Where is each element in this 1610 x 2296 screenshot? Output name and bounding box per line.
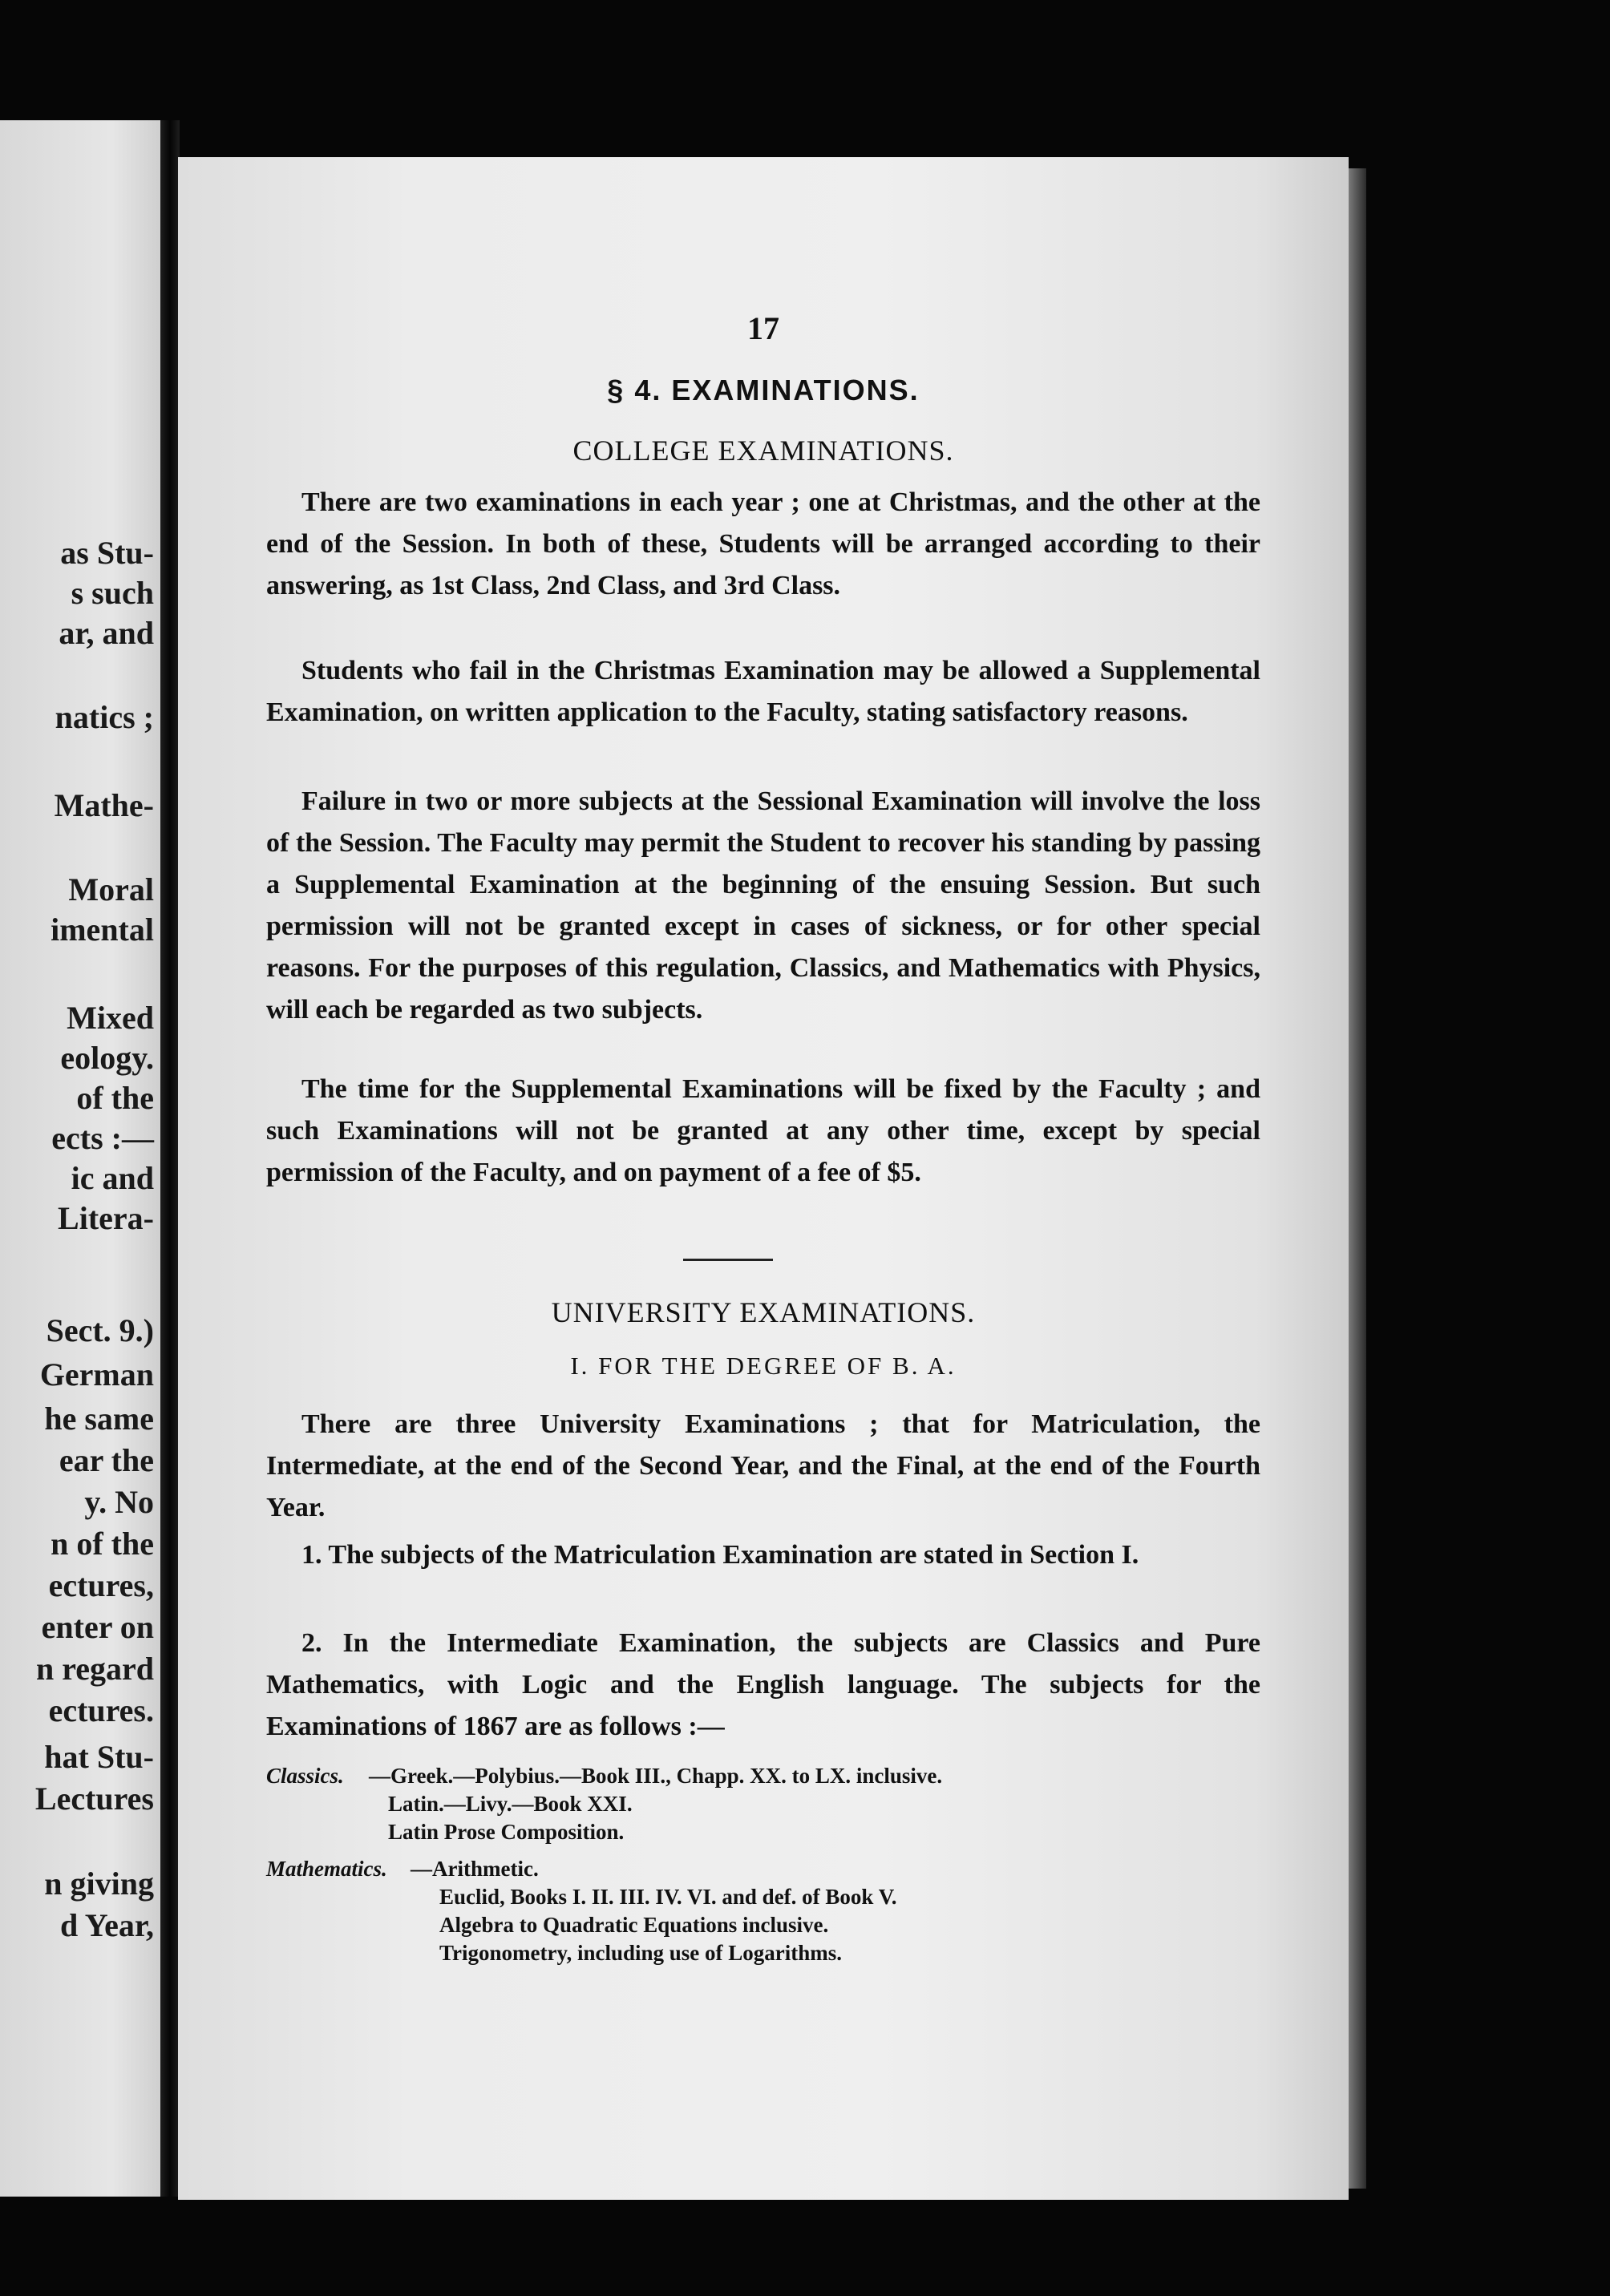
facing-page-line: ectures, [48, 1567, 154, 1603]
paragraph: 2. In the Intermediate Examination, the subjects are Classics and Pure Mathematics, with Logic and the English language. The subjects for the Examinations of 1867 are as follows :— [266, 1628, 1260, 1741]
facing-page-line: Litera- [58, 1200, 154, 1236]
paragraph: There are two examinations in each year ; one at Christmas, and the other at the end of the Session. In both of these, Students will be arranged according to their answering, as 1st Class, 2nd Class, and 3rd Class. [266, 487, 1260, 600]
facing-page-line: n of the [51, 1526, 154, 1562]
facing-page-line: imental [51, 912, 154, 948]
facing-page-line: natics ; [55, 699, 154, 735]
facing-page-line: ar, and [59, 615, 154, 651]
classics-greek: —Greek.—Polybius.—Book III., Chapp. XX. to LX. inclusive. [369, 1764, 943, 1788]
facing-page-line: enter on [41, 1609, 154, 1645]
mathematics-trigonometry: Trigonometry, including use of Logarithms. [439, 1941, 843, 1965]
facing-page-line: Mathe- [54, 787, 154, 823]
paragraph: There are three University Examinations ; that for Matriculation, the Intermediate, at the end of the Second Year, and the Final, at the end of the Fourth Year. [266, 1409, 1260, 1522]
facing-page-line: eology. [60, 1040, 154, 1076]
facing-page-line: n regard [35, 1651, 154, 1687]
facing-page-line: ectures. [48, 1692, 154, 1728]
section-divider [683, 1259, 773, 1261]
paragraph: 1. The subjects of the Matriculation Examination are stated in Section I. [301, 1540, 1139, 1570]
facing-page-line: n giving [44, 1866, 154, 1902]
classics-latin: Latin.—Livy.—Book XXI. [388, 1792, 633, 1816]
page-edge-shadow [1349, 168, 1366, 2189]
facing-page-line: of the [76, 1080, 154, 1116]
facing-page-line: d Year, [59, 1907, 154, 1943]
paragraph: Failure in two or more subjects at the Sessional Examination will involve the loss of the Session. The Faculty may permit the Student to recover his standing by passing a Supplemental Examination at the beginning of the ensuing Session. But such permission will not be granted except in cases of sickness, or for other special reasons. For the purposes of this regulation, Classics, and Mathematics with Physics, will each be regarded as two subjects. [266, 786, 1260, 1025]
classics-prose: Latin Prose Composition. [388, 1820, 625, 1844]
section-heading: § 4. EXAMINATIONS. [607, 374, 920, 406]
degree-heading: I. FOR THE DEGREE OF B. A. [570, 1352, 957, 1380]
mathematics-label: Mathematics. [266, 1857, 387, 1881]
facing-page-line: as Stu- [60, 535, 154, 571]
book-page [178, 157, 1349, 2200]
facing-page-line: s such [71, 575, 154, 611]
facing-page-line: y. No [84, 1484, 154, 1520]
college-examinations-heading: COLLEGE EXAMINATIONS. [572, 435, 954, 467]
facing-page-line: German [39, 1356, 154, 1393]
paragraph: Students who fail in the Christmas Examination may be allowed a Supplemental Examination, on written application to the Faculty, stating satisfactory reasons. [266, 656, 1260, 727]
facing-page-line: ear the [59, 1442, 154, 1478]
mathematics-algebra: Algebra to Quadratic Equations inclusive. [439, 1913, 829, 1937]
book-gutter [160, 120, 180, 2197]
facing-page-line: hat Stu- [44, 1739, 154, 1775]
university-examinations-heading: UNIVERSITY EXAMINATIONS. [551, 1296, 976, 1328]
facing-page-line: Mixed [67, 1000, 154, 1036]
page-number: 17 [747, 310, 779, 346]
mathematics-euclid: Euclid, Books I. II. III. IV. VI. and def. of Book V. [439, 1885, 897, 1909]
mathematics-arithmetic: —Arithmetic. [411, 1857, 539, 1881]
paragraph: The time for the Supplemental Examinations will be fixed by the Faculty ; and such Examinations will not be granted at any other time, except by special permission of the Faculty, and on payment of a fee of $5. [266, 1074, 1260, 1187]
facing-page-line: Lectures [34, 1781, 154, 1817]
facing-page [0, 120, 160, 2197]
facing-page-line: he same [44, 1401, 154, 1437]
facing-page-line: Moral [68, 871, 154, 907]
facing-page-line: Sect. 9.) [46, 1312, 154, 1348]
facing-page-line: ects :— [51, 1120, 154, 1156]
facing-page-line: ic and [71, 1160, 154, 1196]
classics-label: Classics. [266, 1764, 344, 1788]
